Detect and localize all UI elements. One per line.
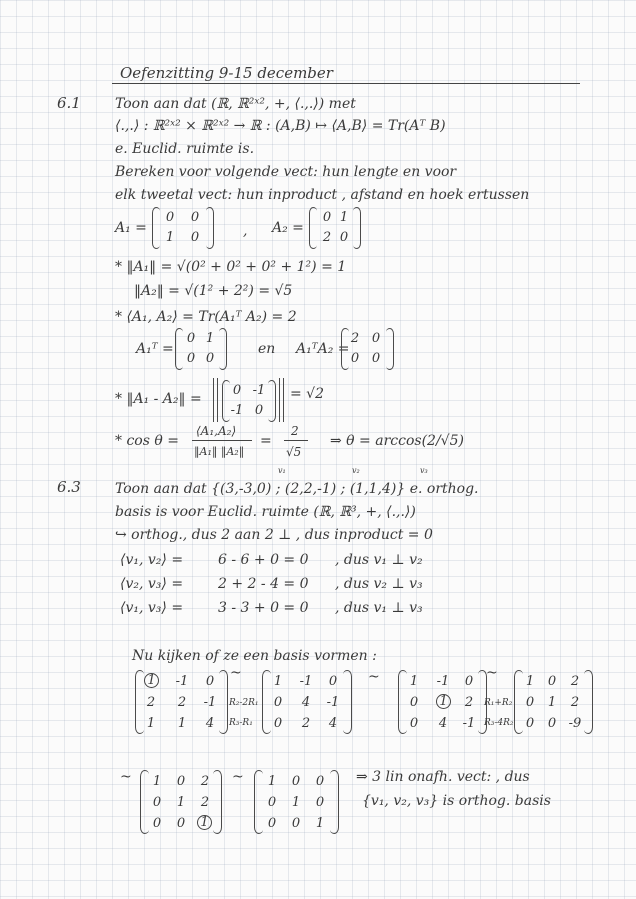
matrix-bracket xyxy=(254,770,263,834)
matrix-cell: 0 xyxy=(165,210,175,225)
matrix-cell: 1 xyxy=(152,774,162,789)
matrix-bracket xyxy=(175,328,183,370)
matrix-cell: -1 xyxy=(203,695,217,710)
matrix-cell: -1 xyxy=(175,674,189,689)
matrix-cell: 0 xyxy=(186,351,196,366)
matrix-cell: 2 xyxy=(146,695,156,710)
matrix-cell: 1 xyxy=(146,716,156,731)
matrix-cell: 0 xyxy=(409,695,419,710)
matrix-cell: 1 xyxy=(409,674,419,689)
matrix-cell: 0 xyxy=(525,716,535,731)
matrix-cell: 0 xyxy=(254,403,264,418)
page-title: Oefenzitting 9-15 december xyxy=(120,64,333,82)
matrix-bracket xyxy=(268,380,276,422)
matrix-cell: 0 xyxy=(525,695,535,710)
matrix-cell: 0 xyxy=(205,674,215,689)
matrix-bracket xyxy=(262,670,271,734)
row-operation: R₃-R₁ xyxy=(229,718,253,728)
matrix-cell: 0 xyxy=(205,351,215,366)
matrix-bracket xyxy=(206,207,214,249)
cos-numerator: ⟨A₁,A₂⟩ xyxy=(196,424,237,438)
matrix-cell: 2 xyxy=(464,695,474,710)
matrix-cell: 2 xyxy=(200,795,210,810)
norm-a1: * ‖A₁‖ = √(0² + 0² + 0² + 1²) = 1 xyxy=(115,259,347,275)
matrix-cell: 0 xyxy=(291,816,301,831)
matrix-cell: 0 xyxy=(322,210,332,225)
matrix-cell: 0 xyxy=(152,795,162,810)
matrix-cell: 2 xyxy=(350,331,360,346)
inproduct-row-mid: 3 - 3 + 0 = 0 xyxy=(218,600,309,616)
matrix-bracket xyxy=(330,770,339,834)
matrix-cell: 0 xyxy=(152,816,162,831)
matrix-cell: 1 xyxy=(144,673,159,688)
matrix-cell: 0 xyxy=(186,331,196,346)
matrix-cell: 0 xyxy=(547,716,557,731)
matrix-cell: 0 xyxy=(350,351,360,366)
theta-result: ⇒ θ = arccos(2/√5) xyxy=(330,433,464,449)
matrix-a2-label: A₂ = xyxy=(272,220,304,236)
matrix-cell: 0 xyxy=(371,331,381,346)
matrix-cell: 0 xyxy=(409,716,419,731)
ex61-line-4: Bereken voor volgende vect: hun lengte en voor xyxy=(115,164,457,180)
row-operation: R₃-4R₂ xyxy=(484,718,514,728)
matrix-bracket xyxy=(343,670,352,734)
tilde-equivalence: ~ xyxy=(120,769,132,785)
norm-bar xyxy=(217,378,218,422)
norm-a2: ‖A₂‖ = √(1² + 2²) = √5 xyxy=(134,283,293,299)
basis-check-line: Nu kijken of ze een basis vormen : xyxy=(132,648,377,664)
matrix-bracket xyxy=(386,328,394,370)
matrix-cell: 0 xyxy=(176,816,186,831)
inproduct-row-rhs: , dus v₁ ⊥ v₃ xyxy=(335,600,423,616)
ex61-line-1: Toon aan dat (ℝ, ℝ²ˣ², +, ⟨.,.⟩) met xyxy=(115,96,356,112)
matrix-cell: 0 xyxy=(371,351,381,366)
matrix-cell: 1 xyxy=(176,795,186,810)
distance-label: * ‖A₁ - A₂‖ = xyxy=(115,391,202,407)
matrix-cell: 1 xyxy=(165,230,175,245)
matrix-a1-label: A₁ = xyxy=(115,220,147,236)
matrix-cell: 1 xyxy=(197,815,212,830)
exercise-number-6-1: 6.1 xyxy=(57,94,81,112)
matrix-cell: -1 xyxy=(299,674,313,689)
matrix-bracket xyxy=(584,670,593,734)
conclusion-line-2: {v₁, v₂, v₃} is orthog. basis xyxy=(362,793,551,809)
matrix-cell: 0 xyxy=(273,716,283,731)
matrix-cell: 0 xyxy=(273,695,283,710)
norm-bar xyxy=(279,378,280,422)
inproduct-row-lhs: ⟨v₁, v₃⟩ = xyxy=(120,600,184,616)
matrix-cell: 2 xyxy=(177,695,187,710)
row-operation: R₁+R₂ xyxy=(484,698,513,708)
cos-denominator-value: √5 xyxy=(286,445,302,459)
matrix-cell: 0 xyxy=(176,774,186,789)
matrix-cell: -1 xyxy=(326,695,340,710)
matrix-cell: 2 xyxy=(322,230,332,245)
matrix-bracket xyxy=(353,207,361,249)
matrix-cell: 0 xyxy=(464,674,474,689)
matrix-cell: 4 xyxy=(328,716,338,731)
vector-label-v3: v₃ xyxy=(420,466,428,475)
matrix-cell: 0 xyxy=(190,210,200,225)
matrix-cell: 1 xyxy=(205,331,215,346)
matrix-bracket xyxy=(140,770,149,834)
matrix-cell: 1 xyxy=(177,716,187,731)
matrix-bracket xyxy=(152,207,160,249)
matrix-cell: -1 xyxy=(436,674,450,689)
ex61-line-3: e. Euclid. ruimte is. xyxy=(115,141,255,157)
conclusion-line-1: ⇒ 3 lin onafh. vect: , dus xyxy=(356,769,530,785)
matrix-bracket xyxy=(135,670,144,734)
tilde-equivalence: ~ xyxy=(230,665,242,681)
norm-bar xyxy=(283,378,284,422)
separator-comma: , xyxy=(243,223,248,239)
vector-label-v2: v₂ xyxy=(352,466,360,475)
matrix-cell: 0 xyxy=(291,774,301,789)
matrix-cell: 0 xyxy=(339,230,349,245)
matrix-cell: 0 xyxy=(232,383,242,398)
matrix-cell: 0 xyxy=(328,674,338,689)
ex63-line-2: basis is voor Euclid. ruimte (ℝ, ℝ³, +, ⟨.,.⟩) xyxy=(115,504,416,520)
matrix-cell: 4 xyxy=(301,695,311,710)
inproduct-row-lhs: ⟨v₂, v₃⟩ = xyxy=(120,576,184,592)
matrix-cell: 2 xyxy=(570,674,580,689)
ex61-line-2: ⟨.,.⟩ : ℝ²ˣ² × ℝ²ˣ² → ℝ : (A,B) ↦ ⟨A,B⟩ = Tr(Aᵀ B) xyxy=(115,118,446,134)
fraction-bar xyxy=(284,440,308,441)
matrix-cell: 1 xyxy=(547,695,557,710)
matrix-cell: -9 xyxy=(568,716,582,731)
matrix-bracket xyxy=(309,207,317,249)
ex63-line-1: Toon aan dat {(3,-3,0) ; (2,2,-1) ; (1,1,4)} e. orthog. xyxy=(115,481,479,497)
matrix-cell: -1 xyxy=(462,716,476,731)
matrix-cell: 1 xyxy=(267,774,277,789)
exercise-number-6-3: 6.3 xyxy=(57,478,81,496)
matrix-bracket xyxy=(219,328,227,370)
vector-label-v1: v₁ xyxy=(278,466,286,475)
matrix-cell: -1 xyxy=(230,403,244,418)
inproduct-row-lhs: ⟨v₁, v₂⟩ = xyxy=(120,552,184,568)
matrix-cell: 1 xyxy=(273,674,283,689)
matrix-cell: 2 xyxy=(301,716,311,731)
matrix-cell: 0 xyxy=(267,816,277,831)
matrix-cell: 2 xyxy=(200,774,210,789)
matrix-cell: -1 xyxy=(252,383,266,398)
matrix-cell: 4 xyxy=(438,716,448,731)
matrix-bracket xyxy=(514,670,523,734)
matrix-a1t-label: A₁ᵀ = xyxy=(136,341,174,357)
inproduct-a1-a2: * ⟨A₁, A₂⟩ = Tr(A₁ᵀ A₂) = 2 xyxy=(115,309,297,325)
connector-en: en xyxy=(258,341,276,357)
row-operation: R₂-2R₁ xyxy=(229,698,259,708)
norm-bar xyxy=(213,378,214,422)
cos-denominator: ‖A₁‖ ‖A₂‖ xyxy=(194,445,245,458)
matrix-a1ta2-label: A₁ᵀA₂ = xyxy=(296,341,350,357)
matrix-bracket xyxy=(222,380,230,422)
tilde-equivalence: ~ xyxy=(232,769,244,785)
matrix-cell: 0 xyxy=(315,774,325,789)
inproduct-row-rhs: , dus v₂ ⊥ v₃ xyxy=(335,576,423,592)
matrix-bracket xyxy=(219,670,228,734)
matrix-cell: 1 xyxy=(291,795,301,810)
tilde-equivalence: ~ xyxy=(368,669,380,685)
fraction-bar xyxy=(192,440,252,441)
cos-label: * cos θ = xyxy=(115,433,179,449)
matrix-cell: 1 xyxy=(525,674,535,689)
matrix-cell: 0 xyxy=(190,230,200,245)
matrix-cell: 1 xyxy=(436,694,451,709)
matrix-bracket xyxy=(398,670,407,734)
inproduct-row-mid: 6 - 6 + 0 = 0 xyxy=(218,552,309,568)
ex63-line-3: ↪ orthog., dus 2 aan 2 ⊥ , dus inproduct = 0 xyxy=(115,527,433,543)
matrix-cell: 0 xyxy=(547,674,557,689)
inproduct-row-rhs: , dus v₁ ⊥ v₂ xyxy=(335,552,423,568)
tilde-equivalence: ~ xyxy=(486,665,498,681)
matrix-bracket xyxy=(213,770,222,834)
title-underline xyxy=(112,83,580,84)
cos-equals: = xyxy=(260,433,272,449)
matrix-cell: 4 xyxy=(205,716,215,731)
matrix-cell: 1 xyxy=(315,816,325,831)
matrix-cell: 0 xyxy=(315,795,325,810)
matrix-cell: 1 xyxy=(339,210,349,225)
inproduct-row-mid: 2 + 2 - 4 = 0 xyxy=(218,576,309,592)
matrix-cell: 2 xyxy=(570,695,580,710)
ex61-line-5: elk tweetal vect: hun inproduct , afstand en hoek ertussen xyxy=(115,187,530,203)
distance-result: = √2 xyxy=(290,386,325,402)
matrix-cell: 0 xyxy=(267,795,277,810)
cos-numerator-value: 2 xyxy=(291,424,299,438)
